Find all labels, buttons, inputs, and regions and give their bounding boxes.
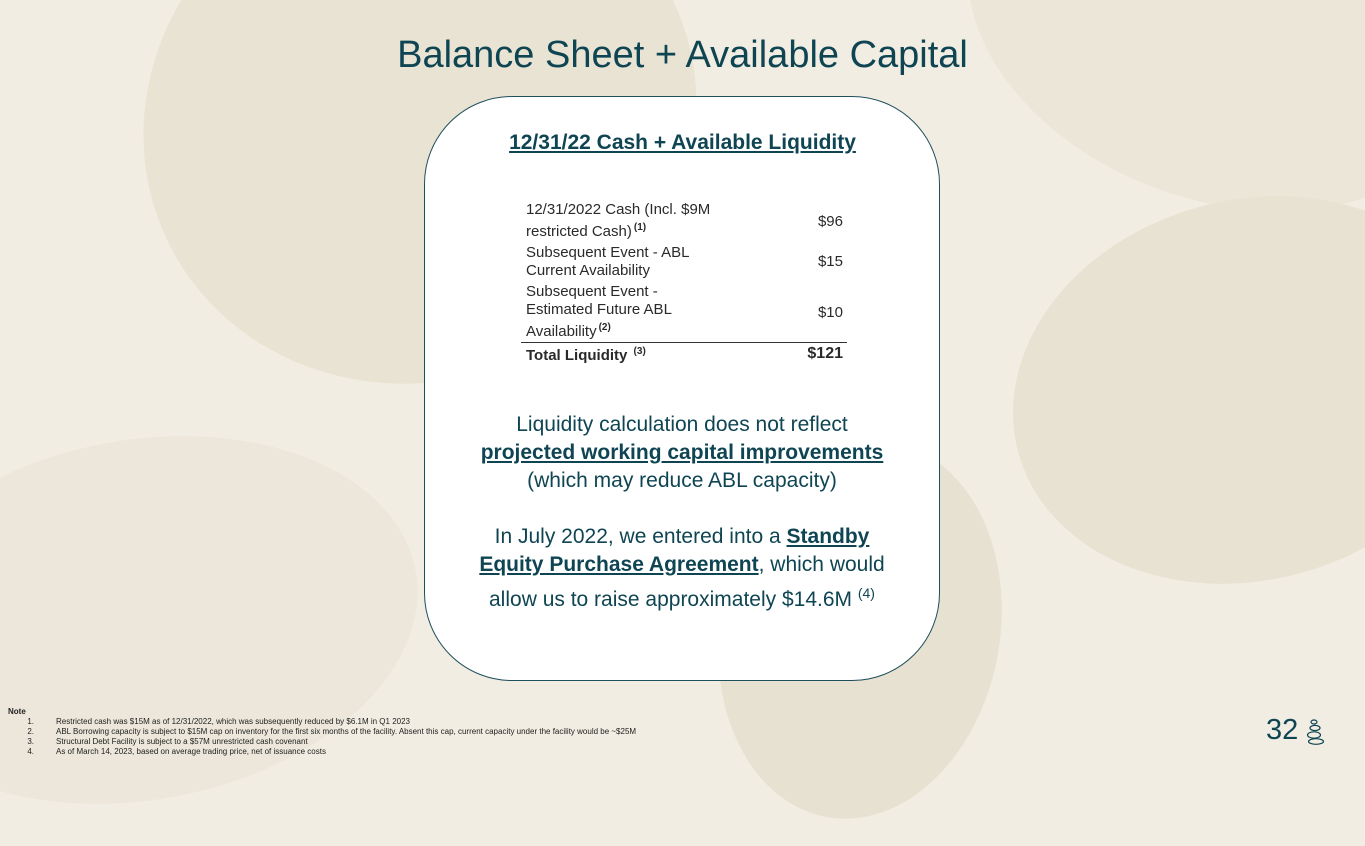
total-label: Total Liquidity $^{(3)}$: [521, 343, 791, 366]
emphasis-text: Standby: [786, 525, 870, 548]
footnotes: [8, 707, 636, 757]
background-shape: [0, 394, 447, 846]
liquidity-note: Liquidity calculation does not reflect projected working capital improvements (which may reduce ABL capacity): [480, 413, 884, 492]
row-label: 12/31/2022 Cash (Incl. $9M restricted Cash) $^{(1)}$: [526, 201, 711, 240]
note-item: 1. Restricted cash was $15M as of 12/31/2022, which was subsequently reduced by $6.1M in Q1 2023: [27, 717, 410, 726]
row-value: $96: [817, 212, 843, 230]
notes-heading: Note: [8, 707, 26, 716]
stacked-stones-logo-icon: [1305, 719, 1325, 745]
footnote-marker: (3): [633, 346, 646, 357]
table-row: [521, 282, 847, 343]
table-row: [521, 201, 847, 241]
sepa-note: In July 2022, we entered into a Standby Equity Purchase Agreement, which would allow us to raise approximately $14.6M $^{(4)}$: [479, 525, 885, 611]
footnote-marker: (2): [598, 322, 611, 333]
liquidity-table: [521, 201, 847, 365]
table-row: [521, 241, 847, 282]
emphasis-text: projected working capital improvements: [480, 441, 884, 464]
footnote-marker: (1): [633, 222, 647, 233]
background-shape: [969, 144, 1365, 635]
slide-title: Balance Sheet + Available Capital: [397, 34, 968, 76]
card-heading: 12/31/22 Cash + Available Liquidity: [509, 131, 856, 154]
footnote-marker: (4): [857, 585, 875, 601]
emphasis-text: Equity Purchase Agreement: [479, 553, 759, 576]
row-value: $10: [817, 303, 843, 321]
total-row: [521, 343, 847, 366]
note-item: 4. As of March 14, 2023, based on average trading price, net of issuance costs: [27, 747, 326, 756]
note-item: 2. ABL Borrowing capacity is subject to $15M cap on inventory for the first six months of the facility. Absent this cap, current capacity under the facility would be ~$25M: [27, 727, 637, 736]
page-number: 32: [1266, 714, 1299, 746]
note-item: 3. Structural Debt Facility is subject to a $57M unrestricted cash covenant: [27, 737, 308, 746]
row-label: Subsequent Event - Estimated Future ABL Availability $^{(2)}$: [526, 283, 672, 340]
row-value: $15: [817, 253, 843, 270]
total-value: $121: [791, 343, 847, 366]
row-label: Subsequent Event - ABL Current Availability: [526, 243, 690, 279]
